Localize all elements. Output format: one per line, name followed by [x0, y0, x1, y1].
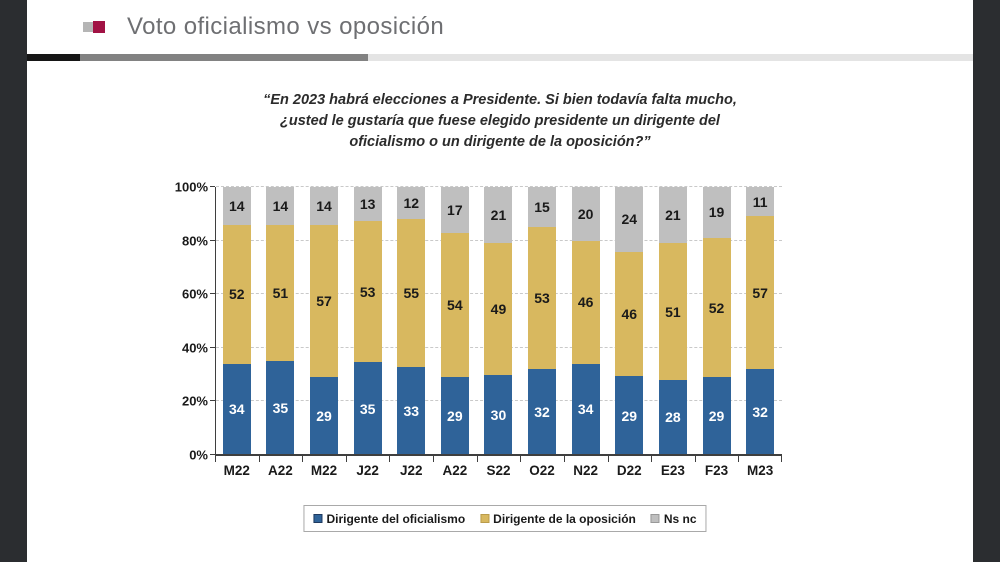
- bar-segment-oficialismo: [659, 380, 687, 455]
- divider-segment-gray: [80, 54, 368, 61]
- x-axis-tick: [259, 456, 260, 462]
- category-slot: [738, 187, 782, 478]
- bar-segment-oposicion: [484, 243, 512, 374]
- legend-marker-gray-icon: [651, 514, 660, 523]
- x-axis-tick: [651, 456, 652, 462]
- bar-value-label: 14: [229, 197, 245, 214]
- bar-segment-oposicion: [397, 219, 425, 366]
- category-slot: [477, 187, 521, 478]
- bar-value-label: 57: [316, 292, 332, 309]
- x-tick-label: J22: [356, 463, 379, 478]
- stacked-bar: [310, 187, 338, 455]
- bar-segment-oposicion: [572, 241, 600, 364]
- bar-segment-oposicion: [354, 221, 382, 362]
- bar-value-label: 35: [359, 400, 376, 417]
- slide-header: [27, 0, 973, 54]
- bar-value-label: 34: [577, 401, 594, 418]
- legend-marker-yellow-icon: [480, 514, 489, 523]
- bar-value-label: 53: [359, 283, 376, 300]
- bar-value-label: 54: [447, 296, 463, 313]
- y-axis-tick: [210, 400, 215, 401]
- bar-segment-oficialismo: [615, 376, 643, 455]
- x-axis-tick: [738, 456, 739, 462]
- bar-value-label: 12: [403, 195, 420, 212]
- bar-value-label: 53: [534, 290, 550, 307]
- category-slot: [433, 187, 477, 478]
- bar-value-label: 46: [621, 306, 638, 323]
- bar-segment-oposicion: [528, 227, 556, 369]
- bar-segment-oposicion: [746, 216, 774, 369]
- bar-value-label: 21: [665, 207, 681, 224]
- x-tick-label: E23: [660, 463, 685, 478]
- stacked-bar: [528, 187, 556, 455]
- legend-label: Dirigente de la oposición: [493, 511, 636, 526]
- bar-value-label: 29: [621, 407, 638, 424]
- bar-segment-nsnc: [484, 187, 512, 243]
- bar-segment-oficialismo: [441, 377, 469, 455]
- divider-segment-light: [368, 54, 973, 61]
- bar-value-label: 32: [534, 404, 550, 421]
- right-dark-panel: [973, 0, 1000, 562]
- x-axis-tick: [608, 456, 609, 462]
- bar-value-label: 14: [272, 197, 289, 214]
- bar-segment-oficialismo: [310, 377, 338, 455]
- stacked-bar: [659, 187, 687, 455]
- bar-segment-oposicion: [266, 225, 294, 362]
- x-axis-tick: [215, 456, 216, 462]
- bar-segment-oficialismo: [746, 369, 774, 455]
- bar-segment-oficialismo: [266, 361, 294, 455]
- x-axis-tick: [564, 456, 565, 462]
- bar-segment-oficialismo: [397, 367, 425, 455]
- stacked-bar: [223, 187, 251, 455]
- bar-segment-oposicion: [441, 233, 469, 378]
- stacked-bar: [266, 187, 294, 455]
- bar-segment-nsnc: [615, 187, 643, 252]
- stacked-bar: [746, 187, 774, 455]
- bar-segment-nsnc: [223, 187, 251, 225]
- x-tick-label: D22: [616, 463, 642, 478]
- bar-value-label: 33: [403, 402, 420, 419]
- legend-label: Dirigente del oficialismo: [326, 511, 466, 526]
- bar-value-label: 28: [665, 409, 681, 426]
- category-slot: [346, 187, 390, 478]
- x-tick-label: S22: [486, 463, 511, 478]
- legend-label: Ns nc: [663, 511, 697, 526]
- bar-value-label: 46: [577, 294, 594, 311]
- divider-segment-black: [27, 54, 80, 61]
- two-squares-bullet-icon: [83, 21, 105, 33]
- bar-segment-nsnc: [310, 187, 338, 225]
- bar-value-label: 51: [665, 303, 681, 320]
- y-axis-tick: [210, 347, 215, 348]
- x-axis-tick: [302, 456, 303, 462]
- chart-legend: [303, 505, 706, 532]
- bar-value-label: 21: [490, 207, 507, 224]
- bar-segment-oficialismo: [703, 377, 731, 455]
- left-dark-panel: [0, 0, 27, 562]
- x-axis-tick: [433, 456, 434, 462]
- bar-segment-nsnc: [703, 187, 731, 238]
- bar-value-label: 13: [359, 196, 376, 213]
- category-slot: [607, 187, 651, 478]
- y-tick-label: 40%: [181, 340, 208, 356]
- legend-item-nsnc: [651, 512, 697, 526]
- y-tick-label: 100%: [174, 179, 208, 195]
- stacked-bar: [484, 187, 512, 455]
- bar-value-label: 52: [229, 286, 245, 303]
- bar-value-label: 20: [577, 205, 594, 222]
- y-axis-tick: [210, 240, 215, 241]
- y-axis-tick: [210, 293, 215, 294]
- x-tick-label: A22: [442, 463, 468, 478]
- bar-value-label: 34: [229, 401, 245, 418]
- category-slot: [651, 187, 695, 478]
- x-axis-tick: [781, 456, 782, 462]
- bar-segment-oficialismo: [354, 362, 382, 455]
- y-tick-label: 60%: [181, 286, 208, 302]
- stacked-bar: [572, 187, 600, 455]
- x-tick-label: M22: [223, 463, 250, 478]
- bar-value-label: 49: [490, 300, 507, 317]
- bar-segment-nsnc: [528, 187, 556, 227]
- category-slot: [302, 187, 346, 478]
- question-line: oficialismo o un dirigente de la oposición?”: [349, 134, 651, 150]
- category-slot: [564, 187, 608, 478]
- bar-value-label: 35: [272, 400, 289, 417]
- bar-value-label: 32: [752, 404, 768, 421]
- category-slot: [259, 187, 303, 478]
- bar-value-label: 57: [752, 284, 768, 301]
- bar-segment-nsnc: [266, 187, 294, 225]
- bar-segment-oficialismo: [572, 364, 600, 455]
- category-slot: [389, 187, 433, 478]
- bar-value-label: 11: [752, 193, 768, 210]
- bar-value-label: 15: [534, 199, 550, 216]
- x-tick-label: M22: [310, 463, 338, 478]
- y-axis-line: [215, 187, 216, 455]
- stacked-bar: [441, 187, 469, 455]
- y-tick-label: 80%: [181, 233, 208, 249]
- question-line: “En 2023 habrá elecciones a Presidente. Si bien todavía falta mucho,: [263, 92, 737, 108]
- bullet-square-gray: [83, 22, 93, 32]
- survey-question: [27, 90, 973, 153]
- x-tick-label: A22: [268, 463, 293, 478]
- x-axis-line: [215, 454, 782, 456]
- bar-segment-nsnc: [354, 187, 382, 221]
- bar-segment-oposicion: [615, 252, 643, 377]
- bar-value-label: 29: [316, 408, 332, 425]
- bullet-square-maroon: [93, 21, 105, 33]
- x-axis-tick: [346, 456, 347, 462]
- category-slot: [215, 187, 259, 478]
- x-axis-tick: [389, 456, 390, 462]
- bar-segment-nsnc: [572, 187, 600, 241]
- bar-value-label: 30: [490, 406, 507, 423]
- header-divider: [27, 54, 973, 61]
- y-tick-label: 20%: [181, 393, 208, 409]
- legend-item-oficialismo: [313, 512, 465, 526]
- bar-segment-nsnc: [441, 187, 469, 233]
- stacked-bar: [354, 187, 382, 455]
- x-tick-label: J22: [399, 463, 423, 478]
- bar-segment-oficialismo: [528, 369, 556, 455]
- bar-value-label: 55: [403, 284, 420, 301]
- question-line: ¿usted le gustaría que fuese elegido presidente un dirigente del: [280, 113, 720, 129]
- category-slot: [695, 187, 739, 478]
- bar-segment-oficialismo: [484, 375, 512, 455]
- bar-slots: [215, 187, 782, 478]
- bar-segment-oposicion: [223, 225, 251, 364]
- bar-value-label: 19: [708, 204, 725, 221]
- x-axis-tick: [695, 456, 696, 462]
- bar-segment-oposicion: [310, 225, 338, 378]
- stacked-bar: [615, 187, 643, 455]
- y-axis-labels: [150, 179, 208, 463]
- page-title: Voto oficialismo vs oposición: [127, 13, 445, 40]
- bar-value-label: 52: [708, 299, 725, 316]
- x-tick-label: O22: [529, 463, 555, 478]
- x-axis-tick: [520, 456, 521, 462]
- bar-segment-oficialismo: [223, 364, 251, 455]
- legend-marker-blue-icon: [313, 514, 322, 523]
- x-tick-label: M23: [746, 463, 774, 478]
- y-tick-label: 0%: [189, 447, 208, 463]
- bar-value-label: 29: [708, 408, 725, 425]
- bar-segment-nsnc: [746, 187, 774, 216]
- bar-value-label: 51: [272, 284, 289, 301]
- bar-segment-nsnc: [397, 187, 425, 219]
- bar-segment-oposicion: [659, 243, 687, 380]
- bar-value-label: 24: [621, 211, 638, 228]
- stacked-bar: [397, 187, 425, 455]
- bar-value-label: 14: [316, 197, 332, 214]
- legend-item-oposicion: [480, 512, 636, 526]
- plot-area: [215, 187, 782, 478]
- x-tick-label: F23: [704, 463, 729, 478]
- stacked-bar: [703, 187, 731, 455]
- y-axis-tick: [210, 186, 215, 187]
- bar-value-label: 17: [447, 201, 463, 218]
- y-axis-tick: [210, 454, 215, 455]
- bar-segment-nsnc: [659, 187, 687, 243]
- x-tick-label: N22: [573, 463, 599, 478]
- bar-value-label: 29: [447, 408, 463, 425]
- category-slot: [520, 187, 564, 478]
- x-axis-tick: [477, 456, 478, 462]
- bar-segment-oposicion: [703, 238, 731, 377]
